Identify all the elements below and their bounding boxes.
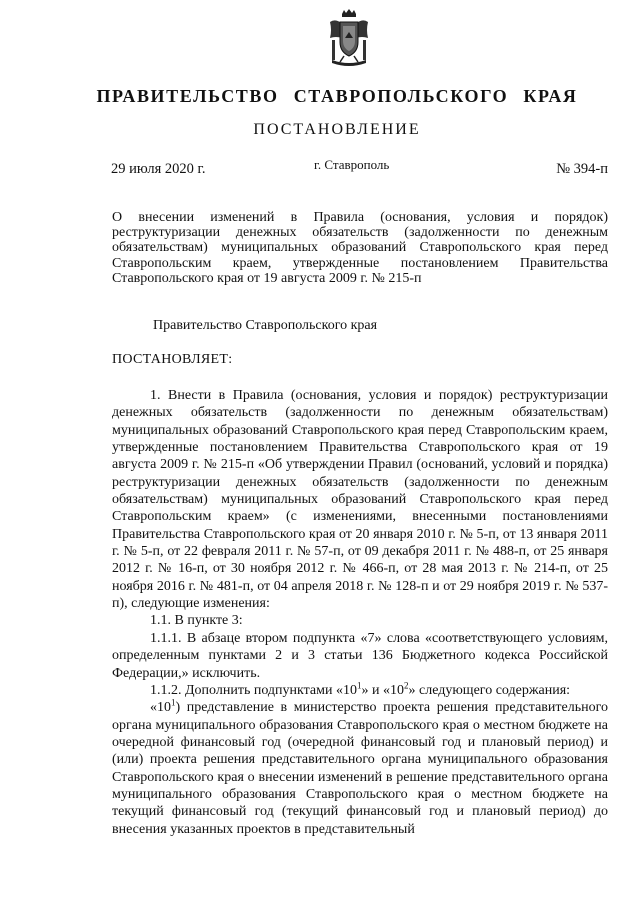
item-1-1-2-text-b: » и «10 bbox=[361, 682, 404, 698]
issuing-authority: Правительство Ставропольского края bbox=[153, 318, 378, 333]
document-city: г. Ставрополь bbox=[314, 157, 390, 172]
government-title: ПРАВИТЕЛЬСТВО СТАВРОПОЛЬСКОГО КРАЯ bbox=[96, 86, 578, 106]
item-10-1 bbox=[112, 699, 608, 838]
document-number: № 394-п bbox=[556, 161, 608, 177]
item-1-1-2 bbox=[112, 682, 608, 699]
item-10-1-text: ) представление в министерство проекта решения представительного органа муниципального образования Ставропольского края о местном бюджете на очередной финансовый год (очередной финансовый год и плановый период) и (или) проекта решения представительного органа муниципального образования Ставропольского края о внесении изменений в решение представительного органа муниципального образования Ставропольского края о местном бюджете на текущий финансовый год (текущий финансовый год и плановый период) до внесения указанных проектов в представительный bbox=[112, 700, 608, 837]
document-body bbox=[112, 387, 608, 838]
item-10-1-open: «10 bbox=[150, 700, 171, 716]
item-1-1-1: 1.1.1. В абзаце втором подпункта «7» слова «соответствующего условиям, определенным пунктами 2 и 3 статьи 136 Бюджетного кодекса Российской Федерации,» исключить. bbox=[112, 630, 608, 681]
coat-of-arms-icon bbox=[326, 8, 372, 68]
item-1-1-2-sup-b: 2 bbox=[404, 680, 409, 691]
item-1-1-2-text-c: » следующего содержания: bbox=[408, 682, 571, 698]
item-1-1-2-sup-a: 1 bbox=[357, 680, 362, 691]
document-date: 29 июля 2020 г. bbox=[111, 161, 206, 177]
item-10-1-sup: 1 bbox=[171, 697, 176, 708]
item-1-1-2-text-a: 1.1.2. Дополнить подпунктами «10 bbox=[150, 682, 357, 698]
document-subject: О внесении изменений в Правила (основания, условия и порядок) реструктуризации денежных обязательств (задолженности по денежным обязательствам) муниципальных образований Ставропольского края перед Ставропольским краем, утвержденные постановлением Правительства Ставропольского края от 19 августа 2009 г. № 215-п bbox=[112, 210, 608, 286]
document-type: ПОСТАНОВЛЕНИЕ bbox=[253, 121, 421, 138]
paragraph-1: 1. Внести в Правила (основания, условия и порядок) реструктуризации денежных обязательств (задолженности по денежным обязательствам) муниципальных образований Ставропольского края перед Ставропольским краем, утвержденные постановлением Правительства Ставропольского края от 19 августа 2009 г. № 215-п «Об утверждении Правил (оснований, условий и порядка) реструктуризации денежных обязательств (задолженности по денежным обязательствам) муниципальных образований Ставропольского края перед Ставропольским краем» (с изменениями, внесенными постановлениями Правительства Ставропольского края от 20 января 2010 г. № 5-п, от 13 января 2011 г. № 5-п, от 22 февраля 2011 г. № 57-п, от 09 декабря 2011 г. № 488-п, от 25 января 2012 г. № 16-п, от 30 ноября 2012 г. № 466-п, от 28 мая 2013 г. № 214-п, от 25 ноября 2016 г. № 481-п, от 04 апреля 2018 г. № 128-п и от 29 ноября 2019 г. № 537-п), следующие изменения: bbox=[112, 388, 608, 612]
item-1-1: 1.1. В пункте 3: bbox=[150, 613, 243, 629]
decree-word: ПОСТАНОВЛЯЕТ: bbox=[112, 352, 233, 367]
